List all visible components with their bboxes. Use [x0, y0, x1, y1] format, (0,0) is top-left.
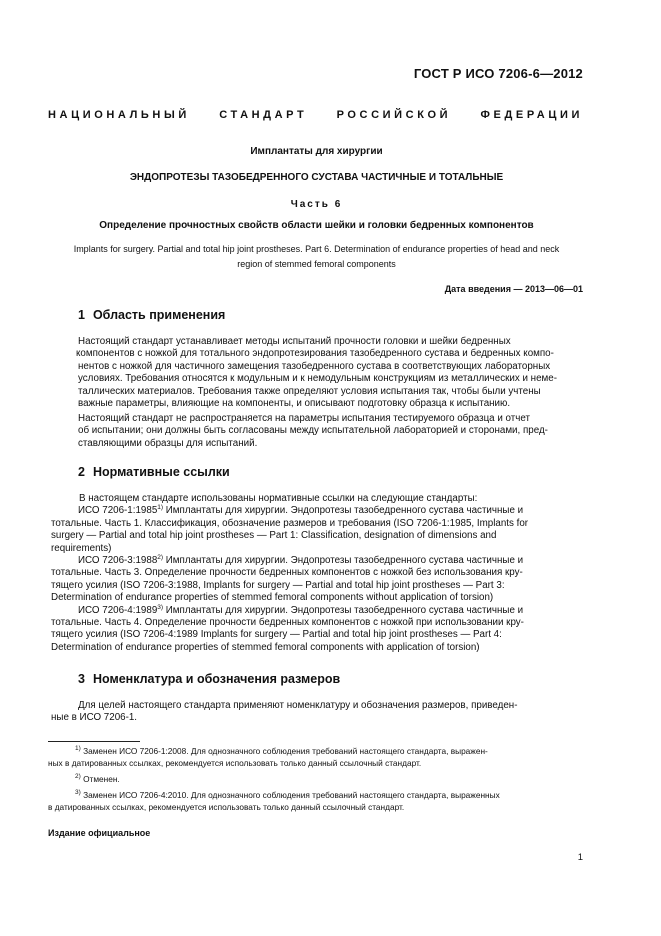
section-number: 2: [78, 465, 85, 479]
text-line: тящего усилия (ISO 7206-4:1989 Implants for surgery — Partial and total hip joint prostheses — Part 4:: [51, 629, 502, 641]
english-title: [40, 242, 593, 272]
text-line: Настоящий стандарт устанавливает методы испытаний прочности головки и шейки бедренных: [78, 336, 511, 347]
title-implants: Имплантаты для хирургии: [250, 146, 383, 157]
text-line: requirements): [51, 542, 112, 554]
section-title: Нормативные ссылки: [92, 465, 230, 479]
title-endoprostheses: ЭНДОПРОТЕЗЫ ТАЗОБЕДРЕННОГО СУСТАВА ЧАСТИЧНЫЕ И ТОТАЛЬНЫЕ: [129, 172, 504, 183]
footnote-line: [48, 773, 583, 785]
footnote-mark: 1): [157, 504, 164, 512]
section-1-heading: [78, 308, 225, 322]
reference-line: [78, 555, 583, 567]
section-title: Область применения: [92, 308, 226, 322]
text-line: тящего усилия (ISO 7206-3:1988, Implants for surgery — Partial and total hip joint prostheses — Part 3:: [51, 579, 505, 591]
text-line: В настоящем стандарте использованы нормативные ссылки на следующие стандарты:: [79, 493, 478, 504]
footnote-mark: 3): [157, 603, 164, 611]
reference-line: [78, 605, 583, 617]
footnote-line: [48, 745, 583, 757]
reference-text: Имплантаты для хирургии. Эндопротезы тазобедренного сустава частичные и: [163, 604, 524, 616]
section-2-body: [51, 493, 583, 654]
text-line: компонентов с ножкой для тотального эндопротезирования тазобедренного сустава и бедренных компо-: [76, 348, 554, 360]
reference-text: Имплантаты для хирургии. Эндопротезы тазобедренного сустава частичные и: [163, 555, 524, 567]
part-title: Определение прочностных свойств области шейки и головки бедренных компонентов: [99, 220, 534, 231]
reference-line: [78, 505, 583, 517]
document-code: ГОСТ Р ИСО 7206-6—2012: [413, 66, 583, 81]
section-title: Номенклатура и обозначения размеров: [92, 672, 341, 686]
text-line: Для целей настоящего стандарта применяют номенклатуру и обозначения размеров, приведен-: [78, 700, 518, 711]
english-title-line: region of stemmed femoral components: [237, 259, 396, 269]
footnote-line: ных в датированных ссылках, рекомендуется использовать только данный ссылочный стандарт.: [48, 758, 422, 769]
section-3-paragraph: [51, 700, 583, 725]
page-number: 1: [577, 852, 583, 863]
footnote-line: [48, 789, 583, 801]
section-number: 3: [78, 672, 85, 686]
text-line: тотальные. Часть 4. Определение прочности бедренных компонентов с ножкой при использовании кру-: [51, 617, 524, 629]
footnote-text: Заменен ИСО 7206-4:2010. Для однозначного соблюдения требований настоящего стандарта, выраженных: [80, 790, 500, 800]
footnote-divider: [48, 741, 140, 742]
footnote-mark: 1): [75, 745, 81, 752]
section-number: 1: [78, 308, 85, 322]
english-title-line: Implants for surgery. Partial and total hip joint prostheses. Part 6. Determination of endurance properties of head and neck: [73, 244, 560, 254]
footnote-3: [48, 789, 583, 813]
section-2-heading: [78, 465, 230, 479]
footnote-1: [48, 745, 583, 769]
section-3-heading: [78, 672, 340, 686]
text-line: нентов с ножкой для частичного замещения тазобедренного сустава в соответствующих лабораторных: [78, 360, 551, 372]
footnote-line: в датированных ссылках, рекомендуется использовать только данный ссылочный стандарт.: [48, 802, 405, 813]
text-line: ставляющими образцы для испытаний.: [78, 437, 258, 449]
footnote-mark: 2): [75, 773, 81, 780]
edition-label: Издание официальное: [48, 828, 151, 838]
text-line: таллических материалов. Требования также определяют условия испытания так, чтобы были учтены: [78, 385, 541, 397]
reference-text: Имплантаты для хирургии. Эндопротезы тазобедренного сустава частичные и: [163, 505, 524, 517]
text-line: тотальные. Часть 3. Определение прочности бедренных компонентов с ножкой без использования кру-: [51, 567, 523, 579]
national-standard-banner: НАЦИОНАЛЬНЫЙ СТАНДАРТ РОССИЙСКОЙ ФЕДЕРАЦИИ: [48, 109, 583, 121]
text-line: Настоящий стандарт не распространяется на параметры испытания тестируемого образца и отчет: [78, 413, 530, 424]
section-1-paragraph-2: [78, 413, 583, 450]
footnote-text: Отменен.: [80, 774, 120, 784]
footnote-2: [48, 773, 583, 785]
text-line: тотальные. Часть 1. Классификация, обозначение размеров и требования (ISO 7206-1:1985, Implants for: [51, 517, 529, 529]
part-number: Часть 6: [290, 199, 343, 210]
introduction-date: Дата введения — 2013—06—01: [444, 284, 583, 294]
section-1-paragraph-1: [78, 336, 583, 410]
text-line: Determination of endurance properties of stemmed femoral components with application of torsion): [51, 641, 480, 653]
text-line: Determination of endurance properties of stemmed femoral components without application of torsion): [51, 592, 494, 604]
text-line: surgery — Partial and total hip joint prostheses — Part 1: Classification, designation of dimensions and: [51, 530, 497, 542]
reference-code: ИСО 7206-1:1985: [78, 505, 158, 517]
footnote-mark: 3): [75, 789, 81, 796]
text-line: важные параметры, влияющие на компоненты, и описывают подготовку образца к испытанию.: [78, 398, 511, 410]
footnote-text: Заменен ИСО 7206-1:2008. Для однозначного соблюдения требований настоящего стандарта, выражен-: [80, 746, 488, 756]
footnote-mark: 2): [157, 554, 164, 562]
text-line: об испытании; они должны быть согласованы между испытательной лабораторией и сторонами, пред-: [78, 425, 548, 437]
reference-code: ИСО 7206-4:1989: [78, 604, 158, 616]
text-line: условиях. Требования относятся к модульным и к немодульным конструкциям из металлических и неме-: [78, 373, 557, 385]
reference-code: ИСО 7206-3:1988: [78, 555, 158, 567]
text-line: ные в ИСО 7206-1.: [51, 712, 138, 724]
